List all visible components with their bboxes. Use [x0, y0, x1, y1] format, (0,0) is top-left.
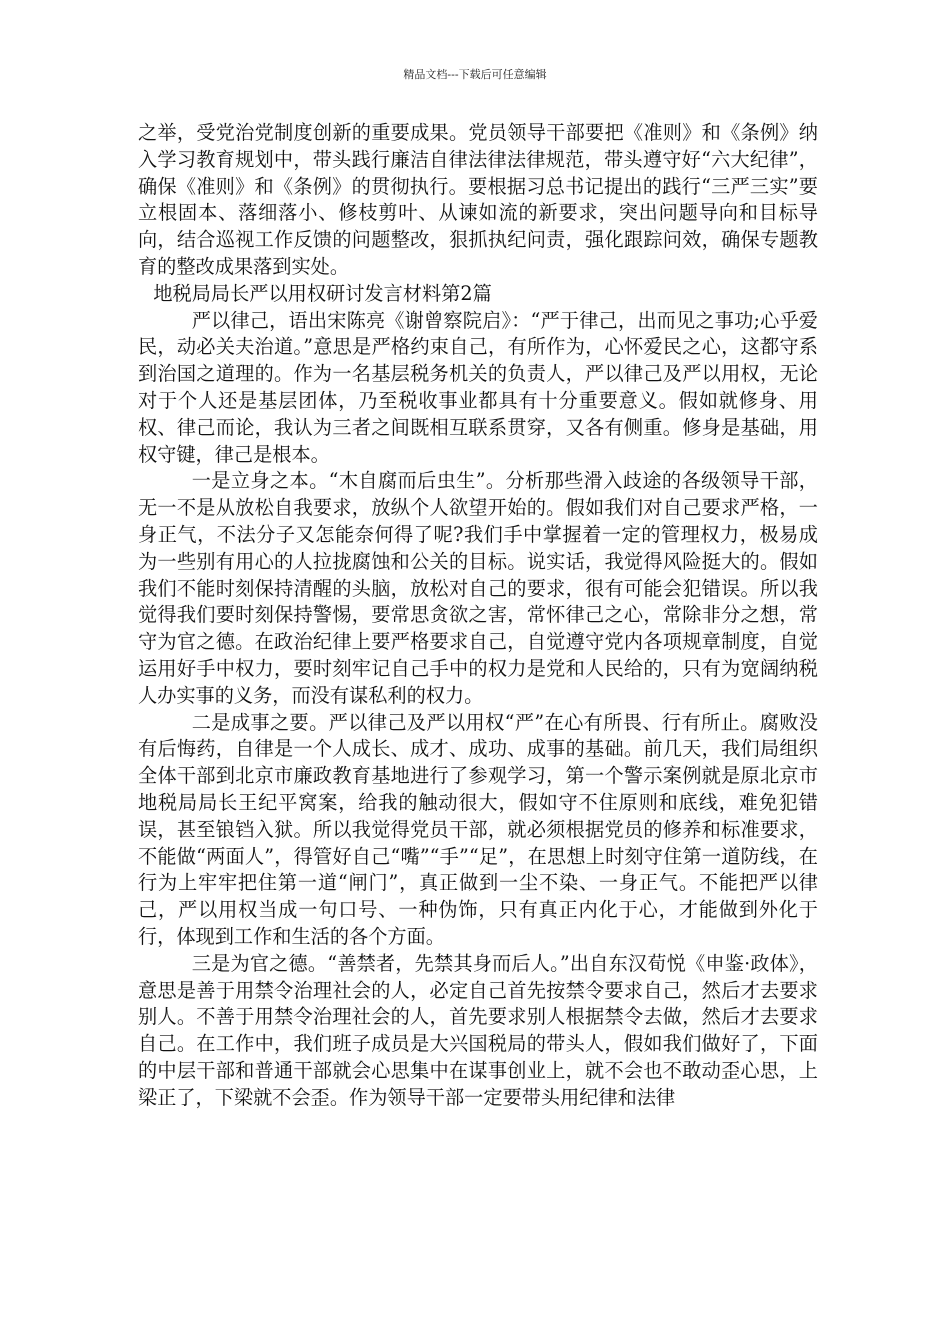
paragraph-point-one: 一是立身之本。“木自腐而后虫生”。分析那些滑入歧途的各级领导干部，无一不是从放松自我要求，放纵个人欲望开始的。假如我们对自己要求严格，一身正气，不法分子又怎能奈何得了呢?我们手中掌握着一定的管理权力，极易成为一些别有用心的人拉拢腐蚀和公关的目标。说实话，我觉得风险挺大的。假如我们不能时刻保持清醒的头脑，放松对自己的要求，很有可能会犯错误。所以我觉得我们要时刻保持警惕，要常思贪欲之害，常怀律己之心，常除非分之想，常守为官之德。在政治纪律上要严格要求自己，自觉遵守党内各项规章制度，自觉运用好手中权力，要时刻牢记自己手中的权力是党和人民给的，只有为宽阔纳税人办实事的义务，而没有谋私利的权力。: [138, 469, 818, 707]
section-heading: 地税局局长严以用权研讨发言材料第2篇: [153, 281, 492, 305]
document-body: [138, 120, 818, 1111]
paragraph-point-three: 三是为官之德。“善禁者，先禁其身而后人。”出自东汉荀悦《申鉴·政体》，意思是善于用禁令治理社会的人，必定自己首先按禁令要求自己，然后才去要求别人。不善于用禁令治理社会的人，首先要求别人根据禁令去做，然后才去要求自己。在工作中，我们班子成员是大兴国税局的带头人，假如我们做好了，下面的中层干部和普通干部就会心思集中在谋事创业上，就不会也不敢动歪心思，上梁正了，下梁就不会歪。作为领导干部一定要带头用纪律和法律: [138, 951, 818, 1109]
paragraph-continuation: 之举，受党治党制度创新的重要成果。党员领导干部要把《准则》和《条例》纳入学习教育规划中，带头践行廉洁自律法律法律规范，带头遵守好“六大纪律”，确保《准则》和《条例》的贯彻执行。要根据习总书记提出的践行“三严三实”要立根固本、落细落小、修枝剪叶、从谏如流的新要求，突出问题导向和目标导向，结合巡视工作反馈的问题整改，狠抓执纪问责，强化跟踪问效，确保专题教育的整改成果落到实处。: [138, 121, 818, 278]
paragraph-intro: 严以律己，语出宋陈亮《谢曾察院启》：“严于律己，出而见之事功;心乎爱民，动必关夫治道。”意思是严格约束自己，有所作为，心怀爱民之心，这都守系到治国之道理的。作为一名基层税务机关的负责人，严以律己及严以用权，无论对于个人还是基层团体，乃至税收事业都具有十分重要意义。假如就修身、用权、律己而论，我认为三者之间既相互联系贯穿，又各有侧重。修身是基础，用权守键，律己是根本。: [138, 308, 818, 466]
paragraph-point-two: 二是成事之要。严以律己及严以用权“严”在心有所畏、行有所止。腐败没有后悔药，自律是一个人成长、成才、成功、成事的基础。前几天，我们局组织全体干部到北京市廉政教育基地进行了参观学习，第一个警示案例就是原北京市地税局局长王纪平窝案，给我的触动很大，假如守不住原则和底线，难免犯错误，甚至锒铛入狱。所以我觉得党员干部，就必须根据党员的修养和标准要求，不能做“两面人”，得管好自己“嘴”“手”“足”，在思想上时刻守住第一道防线，在行为上牢牢把住第一道“闸门”，真正做到一尘不染、一身正气。不能把严以律己，严以用权当成一句口号、一种伪饰，只有真正内化于心，才能做到外化于行，体现到工作和生活的各个方面。: [138, 710, 818, 948]
page-header: 精品文档---下载后可任意编辑: [403, 68, 547, 81]
